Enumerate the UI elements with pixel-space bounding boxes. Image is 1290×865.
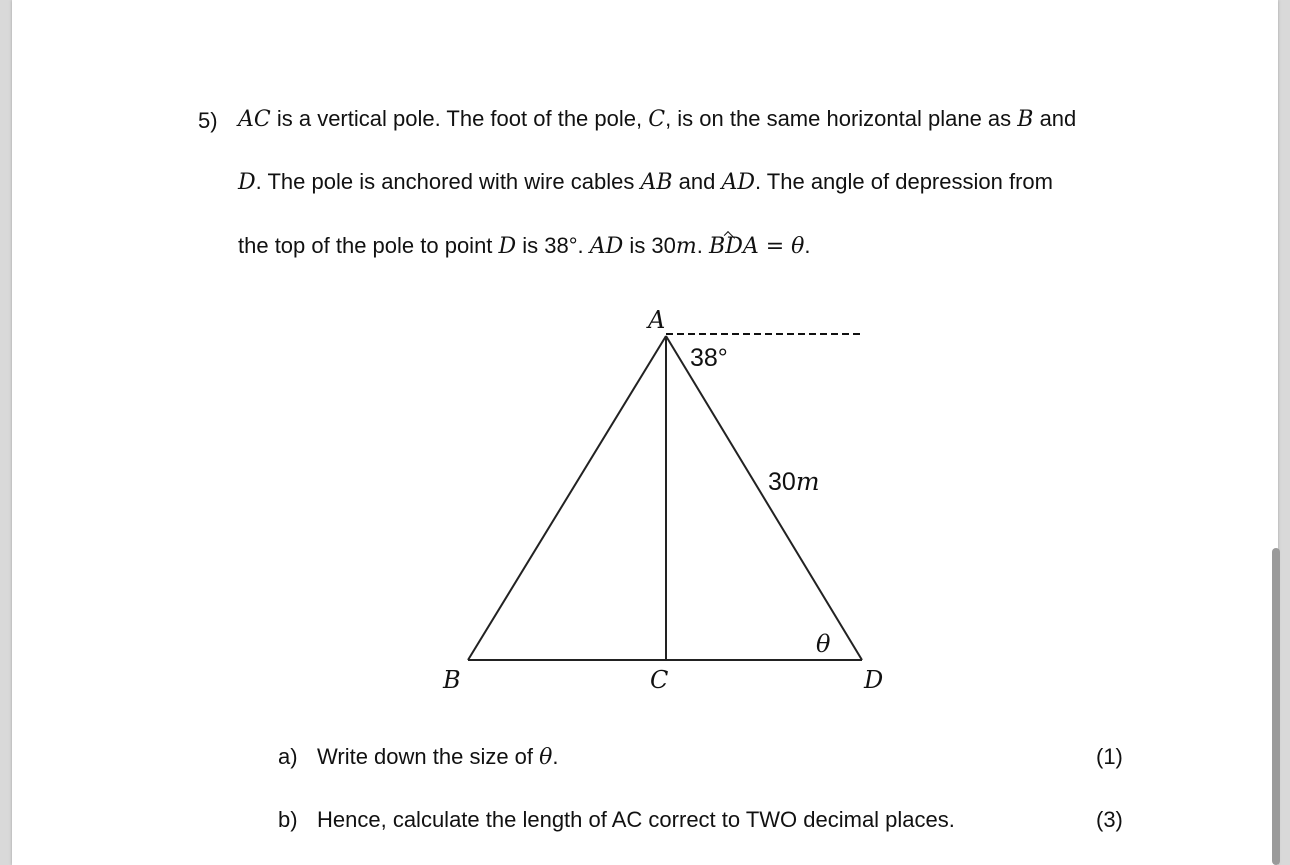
angle-38-label: 38° [690, 344, 728, 372]
question-line-3: the top of the pole to point D is 38°. AD is 30m. BDA = θ. [238, 233, 811, 259]
theta-label: θ [816, 630, 831, 658]
part-b-label: b) [278, 807, 298, 832]
part-a-text: Write down the size of θ. [317, 744, 559, 770]
label-A: A [648, 306, 666, 334]
cable-AD [666, 336, 862, 660]
side-AD-label: 30m [768, 467, 820, 496]
part-a-marks: (1) [1096, 744, 1123, 769]
part-a-label: a) [278, 744, 298, 769]
question-number: 5) [198, 108, 218, 133]
angle-hat-D: D [725, 234, 743, 259]
label-B: B [443, 666, 461, 694]
part-b-marks: (3) [1096, 807, 1123, 832]
question-line-2: D. The pole is anchored with wire cables AB and AD. The angle of depression from [238, 169, 1053, 195]
cable-AB [468, 336, 666, 660]
label-D: D [864, 666, 884, 694]
part-b-text: Hence, calculate the length of AC correct to TWO decimal places. [317, 807, 955, 832]
label-C: C [650, 666, 669, 694]
question-line-1: AC is a vertical pole. The foot of the pole, C, is on the same horizontal plane as B and [238, 106, 1077, 132]
